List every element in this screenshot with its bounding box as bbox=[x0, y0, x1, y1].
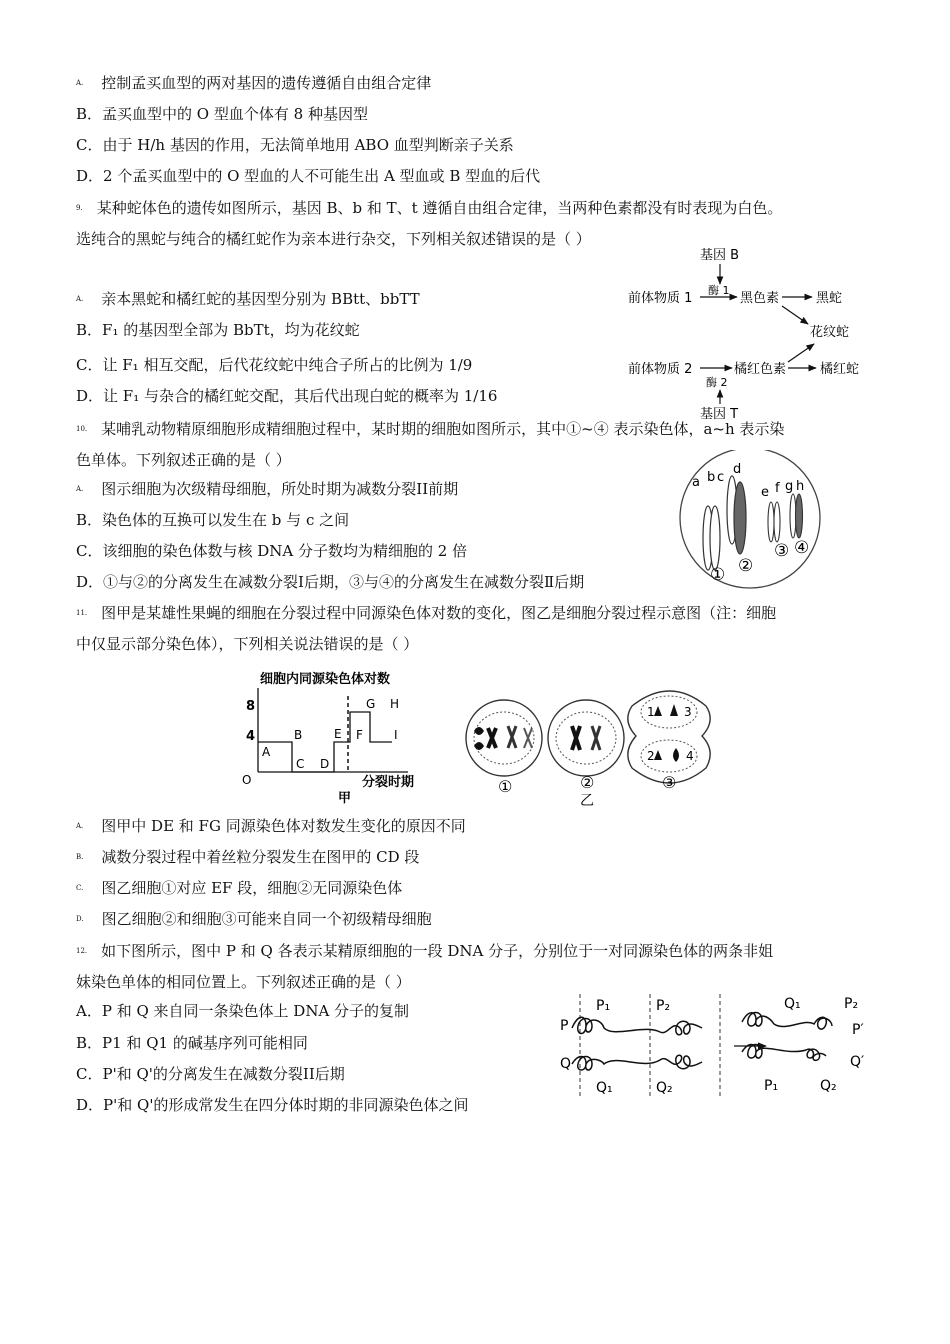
q11-chart-jia bbox=[238, 668, 418, 808]
q9-option-d: D．让 F₁ 与杂合的橘红蛇交配，其后代出现白蛇的概率为 1/16 bbox=[76, 387, 498, 405]
enzyme2-label: 酶 2 bbox=[706, 376, 728, 389]
chromatid-label-a: a bbox=[692, 475, 700, 490]
cell-3-num-3: 3 bbox=[684, 705, 692, 719]
q11-option-d: $^{D.}$ 图乙细胞②和细胞③可能来自同一个初级精母细胞 bbox=[76, 910, 432, 928]
arrow-orange-patterned bbox=[788, 344, 814, 362]
chromosome-1-chromatid-b bbox=[710, 506, 720, 570]
chromatid-label-c: c bbox=[717, 470, 725, 485]
chromatid-label-h: h bbox=[796, 479, 805, 494]
label-P2-right: P₂ bbox=[844, 996, 859, 1012]
q8-option-d: D．2 个孟买血型中的 O 型血的人不可能生出 A 型血或 B 型血的后代 bbox=[76, 167, 541, 185]
gene-t-label: 基因 T bbox=[700, 407, 739, 422]
q9-option-c: C．让 F₁ 相互交配，后代花纹蛇中纯合子所占的比例为 1/9 bbox=[76, 356, 473, 374]
q9-option-a: $^{A.}$ 亲本黑蛇和橘红蛇的基因型分别为 BBtt、bbTT bbox=[76, 290, 420, 308]
label-Q1-left: Q₁ bbox=[596, 1080, 613, 1096]
orange-pigment-label: 橘红色素 bbox=[734, 362, 787, 377]
q11-stem-line2: 中仅显示部分染色体），下列相关说法错误的是（ ） bbox=[76, 635, 419, 653]
chart-ytick-8: 8 bbox=[246, 699, 256, 714]
cell-3-num-1: 1 bbox=[647, 705, 655, 719]
chart-point-label-d: D bbox=[320, 757, 330, 771]
label-P: P bbox=[560, 1018, 569, 1034]
cell-3-chromosomes-bottom bbox=[654, 748, 679, 762]
figure-yi-label: 乙 bbox=[580, 793, 594, 808]
orange-snake-label: 橘红蛇 bbox=[820, 362, 860, 377]
chart-point-label-i: I bbox=[394, 728, 398, 742]
cell-1-chromosome-pair-2 bbox=[488, 728, 496, 748]
label-P-prime: P′ bbox=[852, 1022, 864, 1038]
q9-option-b: B．F₁ 的基因型全部为 BbTt，均为花纹蛇 bbox=[76, 321, 360, 339]
q8-option-a: $^{A.}$ 控制孟买血型的两对基因的遗传遵循自由组合定律 bbox=[76, 74, 432, 92]
precursor1-label: 前体物质 1 bbox=[628, 291, 693, 306]
chromosome-label-1: ① bbox=[710, 565, 726, 585]
cell-3-membrane bbox=[628, 691, 710, 783]
chart-point-label-b: B bbox=[294, 728, 303, 742]
q8-option-b: B．孟买血型中的 O 型血个体有 8 种基因型 bbox=[76, 105, 368, 123]
cell-2-label: ② bbox=[580, 773, 595, 792]
chromosome-label-3: ③ bbox=[774, 541, 790, 561]
dna-strand-Q bbox=[572, 1055, 702, 1070]
chart-origin-label: O bbox=[242, 773, 252, 787]
chromatid-label-f: f bbox=[775, 481, 780, 496]
dna-strand-P bbox=[572, 1017, 702, 1035]
cell-3-label: ③ bbox=[662, 773, 677, 792]
enzyme1-label: 酶 1 bbox=[708, 284, 730, 297]
chromatid-label-d: d bbox=[733, 462, 742, 477]
q12-option-a: A．P 和 Q 来自同一条染色体上 DNA 分子的复制 bbox=[76, 1002, 410, 1020]
q9-stem-line2: 选纯合的黑蛇与纯合的橘红蛇作为亲本进行杂交，下列相关叙述错误的是（ ） bbox=[76, 230, 591, 248]
q10-option-c: C．该细胞的染色体数与核 DNA 分子数均为精细胞的 2 倍 bbox=[76, 542, 468, 560]
black-snake-label: 黑蛇 bbox=[816, 291, 843, 306]
chromosome-2-chromatid-d bbox=[734, 482, 746, 554]
q11-stem-line1: $^{11.}$ 图甲是某雄性果蝇的细胞在分裂过程中同源染色体对数的变化，图乙是细胞分裂过程示意图（注：细胞 bbox=[76, 604, 777, 622]
q10-option-d: D．①与②的分离发生在减数分裂I后期，③与④的分离发生在减数分裂Ⅱ后期 bbox=[76, 573, 585, 591]
chart-point-label-g: G bbox=[366, 697, 376, 711]
q11-option-a: $^{A.}$ 图甲中 DE 和 FG 同源染色体对数发生变化的原因不同 bbox=[76, 817, 466, 835]
q12-option-b: B．P1 和 Q1 的碱基序列可能相同 bbox=[76, 1034, 308, 1052]
chart-point-label-e: E bbox=[334, 727, 342, 741]
chromosome-3-chromatid-e bbox=[768, 502, 774, 542]
q11-figure-yi bbox=[462, 676, 712, 808]
gene-b-label: 基因 B bbox=[700, 248, 740, 263]
cell-3-num-4: 4 bbox=[686, 749, 694, 763]
q9-snake-color-pathway-diagram bbox=[620, 244, 890, 422]
chart-point-label-c: C bbox=[296, 757, 305, 771]
q10-option-b: B．染色体的互换可以发生在 b 与 c 之间 bbox=[76, 511, 350, 529]
label-Q-prime: Q′ bbox=[850, 1054, 865, 1070]
chart-y-label: 细胞内同源染色体对数 bbox=[260, 672, 391, 687]
q10-stem-line1: $^{10.}$ 某哺乳动物精原细胞形成精细胞过程中，某时期的细胞如图所示，其中①~④ 表示染色体，a~h 表示染 bbox=[76, 420, 785, 438]
q9-stem-line1: $^{9.}$ 某种蛇体色的遗传如图所示，基因 B、b 和 T、t 遵循自由组合定律，当两种色素都没有时表现为白色。 bbox=[76, 199, 783, 217]
cell-2-membrane bbox=[548, 700, 624, 776]
chromosome-label-4: ④ bbox=[794, 538, 810, 558]
cell-3-num-2: 2 bbox=[647, 749, 655, 763]
chromatid-label-e: e bbox=[761, 485, 769, 500]
chromatid-label-g: g bbox=[785, 479, 794, 494]
q12-dna-crossover-diagram bbox=[556, 988, 876, 1100]
cell-2-spindle bbox=[556, 712, 616, 764]
label-Q2-right: Q₂ bbox=[820, 1078, 837, 1094]
arrow-black-patterned bbox=[782, 306, 808, 324]
q11-option-b: $^{B.}$ 减数分裂过程中着丝粒分裂发生在图甲的 CD 段 bbox=[76, 848, 420, 866]
chromosome-3-chromatid-f bbox=[774, 502, 780, 542]
label-Q: Q bbox=[560, 1056, 572, 1072]
q12-option-c: C．P'和 Q'的分离发生在减数分裂II后期 bbox=[76, 1065, 345, 1083]
q12-stem-line1: $^{12.}$ 如下图所示，图中 P 和 Q 各表示某精原细胞的一段 DNA 分子，分别位于一对同源染色体的两条非姐 bbox=[76, 942, 774, 960]
chart-point-label-h: H bbox=[390, 697, 400, 711]
q10-option-a: $^{A.}$ 图示细胞为次级精母细胞，所处时期为减数分裂II前期 bbox=[76, 480, 459, 498]
label-P1-right: P₁ bbox=[764, 1078, 779, 1094]
chromatid-label-b: b bbox=[707, 470, 716, 485]
chart-title: 甲 bbox=[338, 791, 352, 806]
dna-strand-Q-prime bbox=[742, 1045, 826, 1061]
q12-option-d: D．P'和 Q'的形成常发生在四分体时期的非同源染色体之间 bbox=[76, 1096, 469, 1114]
q12-stem-line2: 妹染色单体的相同位置上。下列叙述正确的是（ ） bbox=[76, 973, 411, 991]
cell-1-label: ① bbox=[498, 777, 513, 796]
chromosome-label-2: ② bbox=[738, 556, 754, 576]
cell-1-chromosome-pair-1 bbox=[474, 727, 484, 750]
cell-1-chromosome-pair-4 bbox=[524, 728, 532, 748]
cell-1-spindle bbox=[474, 712, 534, 764]
precursor2-label: 前体物质 2 bbox=[628, 362, 693, 377]
cell-3-chromosomes-top bbox=[654, 704, 678, 716]
dna-strand-P-prime bbox=[742, 1013, 832, 1030]
cell-1-chromosome-pair-3 bbox=[508, 726, 516, 748]
cell-2-chromosome-2 bbox=[592, 726, 600, 750]
chart-point-label-a: A bbox=[262, 745, 271, 759]
patterned-snake-label: 花纹蛇 bbox=[810, 325, 850, 340]
q10-stem-line2: 色单体。下列叙述正确的是（ ） bbox=[76, 451, 291, 469]
chart-ytick-4: 4 bbox=[246, 729, 256, 744]
black-pigment-label: 黑色素 bbox=[740, 291, 780, 306]
label-Q1-right: Q₁ bbox=[784, 996, 801, 1012]
label-Q2-left: Q₂ bbox=[656, 1080, 673, 1096]
q8-option-c: C．由于 H/h 基因的作用，无法简单地用 ABO 血型判断亲子关系 bbox=[76, 136, 514, 154]
chart-point-label-f: F bbox=[356, 728, 363, 742]
q10-cell-diagram bbox=[672, 450, 832, 590]
label-P2: P₂ bbox=[656, 998, 671, 1014]
cell-1-membrane bbox=[466, 700, 542, 776]
chart-x-label: 分裂时期 bbox=[362, 775, 415, 790]
chromosome-4-chromatid-h bbox=[796, 494, 803, 538]
label-P1: P₁ bbox=[596, 998, 611, 1014]
q11-option-c: $^{C.}$ 图乙细胞①对应 EF 段，细胞②无同源染色体 bbox=[76, 879, 403, 897]
cell-2-chromosome-1 bbox=[572, 726, 580, 750]
